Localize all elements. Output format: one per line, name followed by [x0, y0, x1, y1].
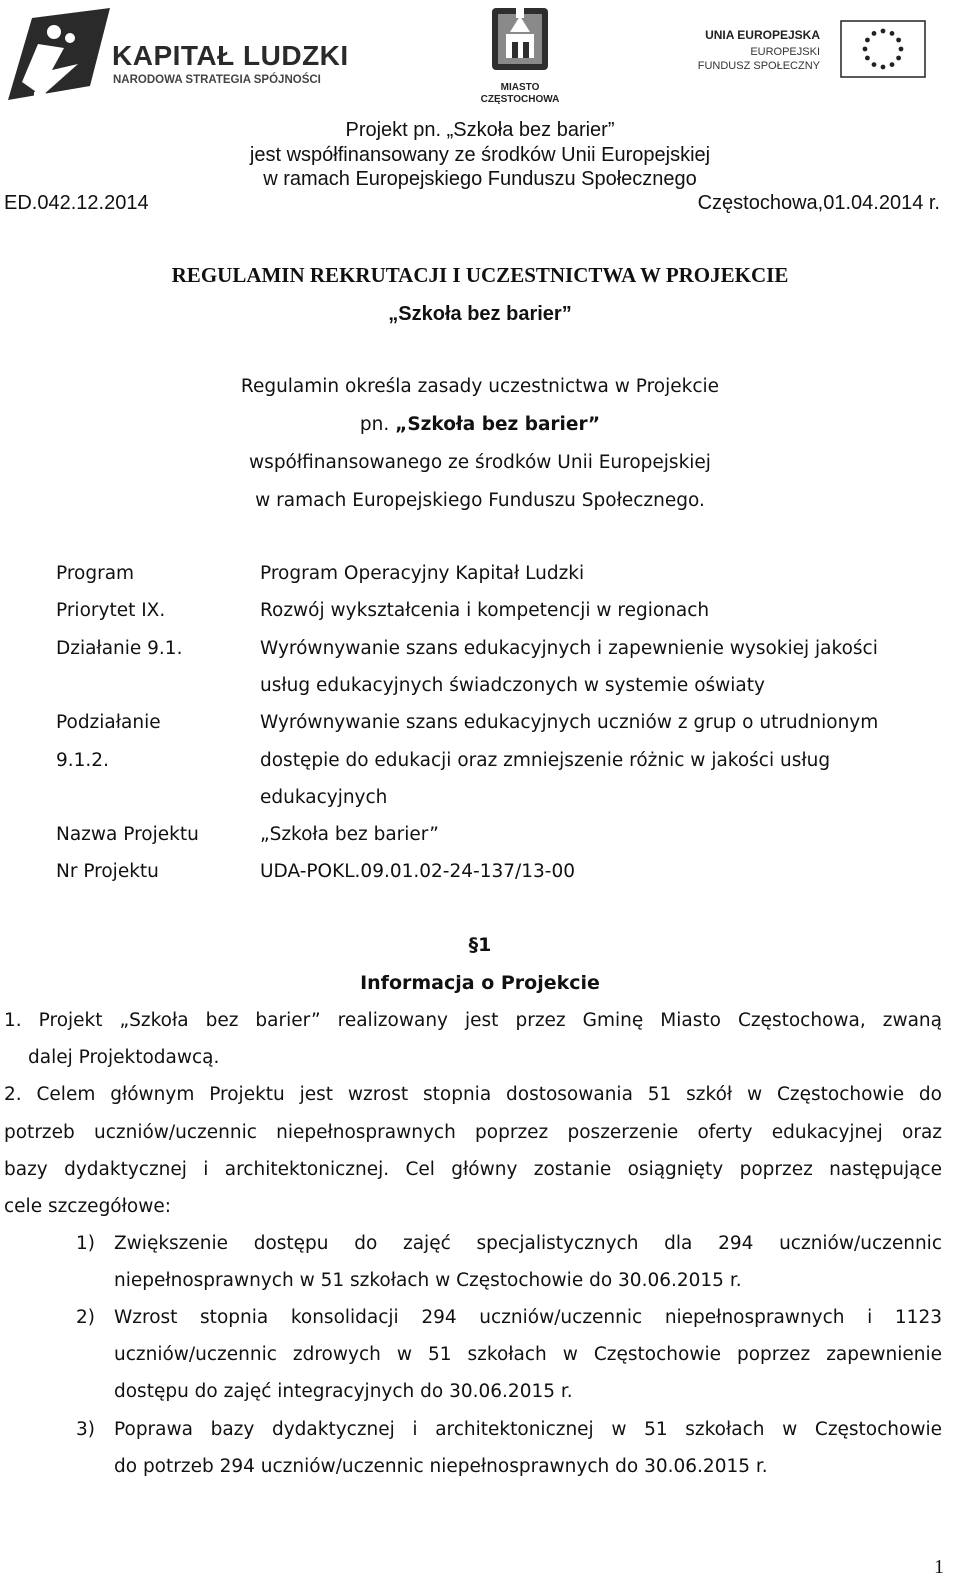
header-line-1: Projekt pn. „Szkoła bez barier” — [345, 119, 615, 141]
nazwa-projektu-label: Nazwa Projektu — [56, 824, 199, 845]
list-item-line: Poprawa bazy dydaktycznej i architektonicznej w 51 szkołach w Częstochowie — [114, 1419, 942, 1440]
miasto-label: MIASTO — [500, 82, 540, 93]
poddzialanie-value-3: edukacyjnych — [260, 787, 388, 808]
project-name-title: „Szkoła bez barier” — [388, 303, 572, 325]
priorytet-value: Rozwój wykształcenia i kompetencji w regionach — [260, 600, 710, 621]
kapital-ludzki-emblem-icon — [4, 4, 114, 104]
kapital-ludzki-title: KAPITAŁ LUDZKI — [112, 40, 349, 71]
place-date: Częstochowa,01.04.2014 r. — [697, 192, 940, 214]
program-label: Program — [56, 563, 135, 584]
document-code: ED.042.12.2014 — [4, 192, 149, 214]
intro-line-1: Regulamin określa zasady uczestnictwa w Projekcie — [240, 376, 720, 397]
list-item-line: niepełnosprawnych w 51 szkołach w Częstochowie do 30.06.2015 r. — [114, 1270, 742, 1291]
list-item-number: 2) — [76, 1307, 95, 1328]
header-line-2: jest współfinansowany ze środków Unii Europejskiej — [249, 144, 711, 166]
nr-projektu-label: Nr Projektu — [56, 861, 159, 882]
kapital-ludzki-subtitle: NARODOWA STRATEGIA SPÓJNOŚCI — [113, 74, 321, 86]
list-item-line: uczniów/uczennic zdrowych w 51 szkołach w Częstochowie poprzez zapewnienie — [114, 1344, 942, 1365]
intro-project-name: „Szkoła bez barier” — [395, 414, 601, 435]
poddzialanie-value-1: Wyrównywanie szans edukacyjnych uczniów z grup o utrudnionym — [260, 712, 879, 733]
eu-flag-icon — [840, 20, 926, 78]
poddzialanie-value-2: dostępie do edukacji oraz zmniejszenie różnic w jakości usług — [260, 750, 831, 771]
priorytet-label: Priorytet IX. — [56, 600, 166, 621]
paragraph-1-line-1: 1. Projekt „Szkoła bez barier” realizowany jest przez Gminę Miasto Częstochowa, zwaną — [4, 1010, 942, 1031]
nr-projektu-value: UDA-POKL.09.01.02-24-137/13-00 — [260, 861, 575, 882]
list-item-line: dostępu do zajęć integracyjnych do 30.06.2015 r. — [114, 1381, 573, 1402]
list-item-number: 1) — [76, 1233, 95, 1254]
eu-label: UNIA EUROPEJSKA — [705, 28, 820, 42]
list-item-number: 3) — [76, 1419, 95, 1440]
page-number: 1 — [934, 1556, 944, 1578]
eu-logo — [690, 20, 940, 80]
kapital-ludzki-logo — [4, 4, 354, 104]
poddzialanie-label-2: 9.1.2. — [56, 750, 109, 771]
section-number: §1 — [468, 934, 492, 956]
dzialanie-label: Działanie 9.1. — [56, 638, 183, 659]
intro-line-4: w ramach Europejskiego Funduszu Społecznego. — [255, 490, 705, 511]
regulation-title: REGULAMIN REKRUTACJI I UCZESTNICTWA W PROJEKCIE — [171, 263, 789, 287]
paragraph-2-line-2: potrzeb uczniów/uczennic niepełnosprawnych poprzez poszerzenie oferty edukacyjnej oraz — [4, 1122, 942, 1143]
list-item-line: Zwiększenie dostępu do zajęć specjalistycznych dla 294 uczniów/uczennic — [114, 1233, 942, 1254]
paragraph-2-line-4: cele szczegółowe: — [4, 1196, 171, 1217]
section-heading: Informacja o Projekcie — [360, 972, 600, 994]
paragraph-1-line-2: dalej Projektodawcą. — [28, 1047, 220, 1068]
paragraph-2-line-3: bazy dydaktycznej i architektonicznej. Cel główny zostanie osiągnięty poprzez następujące — [4, 1159, 942, 1180]
czestochowa-label: CZĘSTOCHOWA — [480, 94, 560, 105]
program-value: Program Operacyjny Kapitał Ludzki — [260, 563, 585, 584]
city-coat-of-arms-icon — [470, 6, 570, 78]
intro-line-2 — [0, 414, 960, 436]
paragraph-2-line-1: 2. Celem głównym Projektu jest wzrost stopnia dostosowania 51 szkół w Częstochowie do — [4, 1084, 942, 1105]
poddzialanie-label-1: Podziałanie — [56, 712, 161, 733]
dzialanie-value-2: usług edukacyjnych świadczonych w systemie oświaty — [260, 675, 765, 696]
dzialanie-value-1: Wyrównywanie szans edukacyjnych i zapewnienie wysokiej jakości — [260, 638, 878, 659]
list-item-line: do potrzeb 294 uczniów/uczennic niepełnosprawnych do 30.06.2015 r. — [114, 1456, 768, 1477]
intro-line-3: współfinansowanego ze środków Unii Europejskiej — [249, 452, 711, 473]
list-item-line: Wzrost stopnia konsolidacji 294 uczniów/uczennic niepełnosprawnych i 1123 — [114, 1307, 942, 1328]
efs-label-1: EUROPEJSKI — [750, 46, 820, 58]
header-line-3: w ramach Europejskiego Funduszu Społecznego — [263, 168, 697, 190]
intro-pn-prefix: pn. — [359, 414, 396, 435]
nazwa-projektu-value: „Szkoła bez barier” — [260, 824, 439, 845]
efs-label-2: FUNDUSZ SPOŁECZNY — [697, 60, 820, 72]
czestochowa-logo — [470, 6, 570, 106]
